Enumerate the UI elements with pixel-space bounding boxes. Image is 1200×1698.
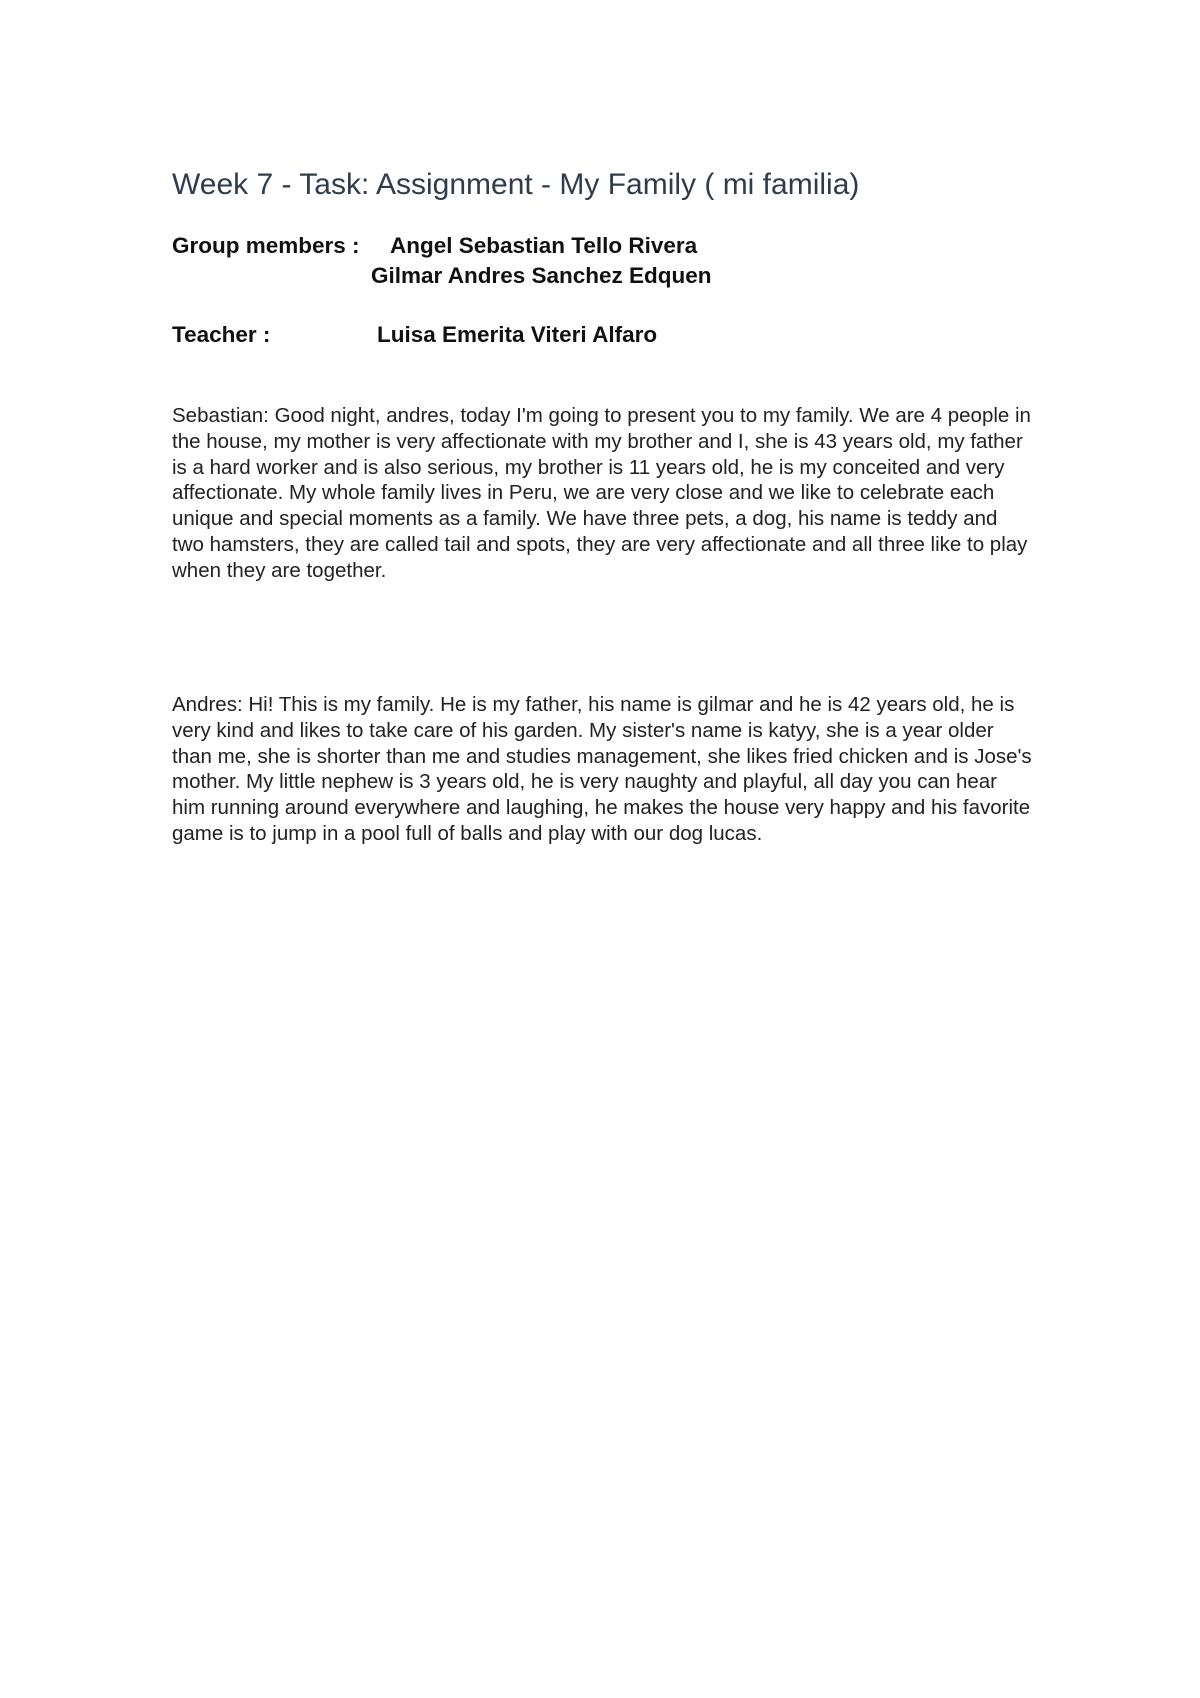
group-member-name: Angel Sebastian Tello Rivera xyxy=(390,233,698,258)
andres-paragraph: Andres: Hi! This is my family. He is my father, his name is gilmar and he is 42 years old, he is very kind and likes to take care of his garden. My sister's name is katyy, she is a year older than me, she is shorter than me and studies management, she likes fried chicken and is Jose's mother. My little nephew is 3 years old, he is very naughty and playful, all day you can hear him running around everywhere and laughing, he makes the house very happy and his favorite game is to jump in a pool full of balls and play with our dog lucas. xyxy=(172,693,1032,845)
teacher-label: Teacher : xyxy=(172,322,271,347)
sebastian-paragraph: Sebastian: Good night, andres, today I'm going to present you to my family. We are 4 people in the house, my mother is very affectionate with my brother and I, she is 43 years old, my father is a hard worker and is also serious, my brother is 11 years old, he is my conceited and very affectionate. My whole family lives in Peru, we are very close and we like to celebrate each unique and special moments as a family. We have three pets, a dog, his name is teddy and two hamsters, they are called tail and spots, they are very affectionate and all three like to play when they are together. xyxy=(172,404,1031,582)
group-member-name: Gilmar Andres Sanchez Edquen xyxy=(371,263,712,288)
group-members-label: Group members : xyxy=(172,233,360,258)
page-title: Week 7 - Task: Assignment - My Family ( mi familia) xyxy=(172,168,860,201)
teacher-name: Luisa Emerita Viteri Alfaro xyxy=(377,322,658,347)
